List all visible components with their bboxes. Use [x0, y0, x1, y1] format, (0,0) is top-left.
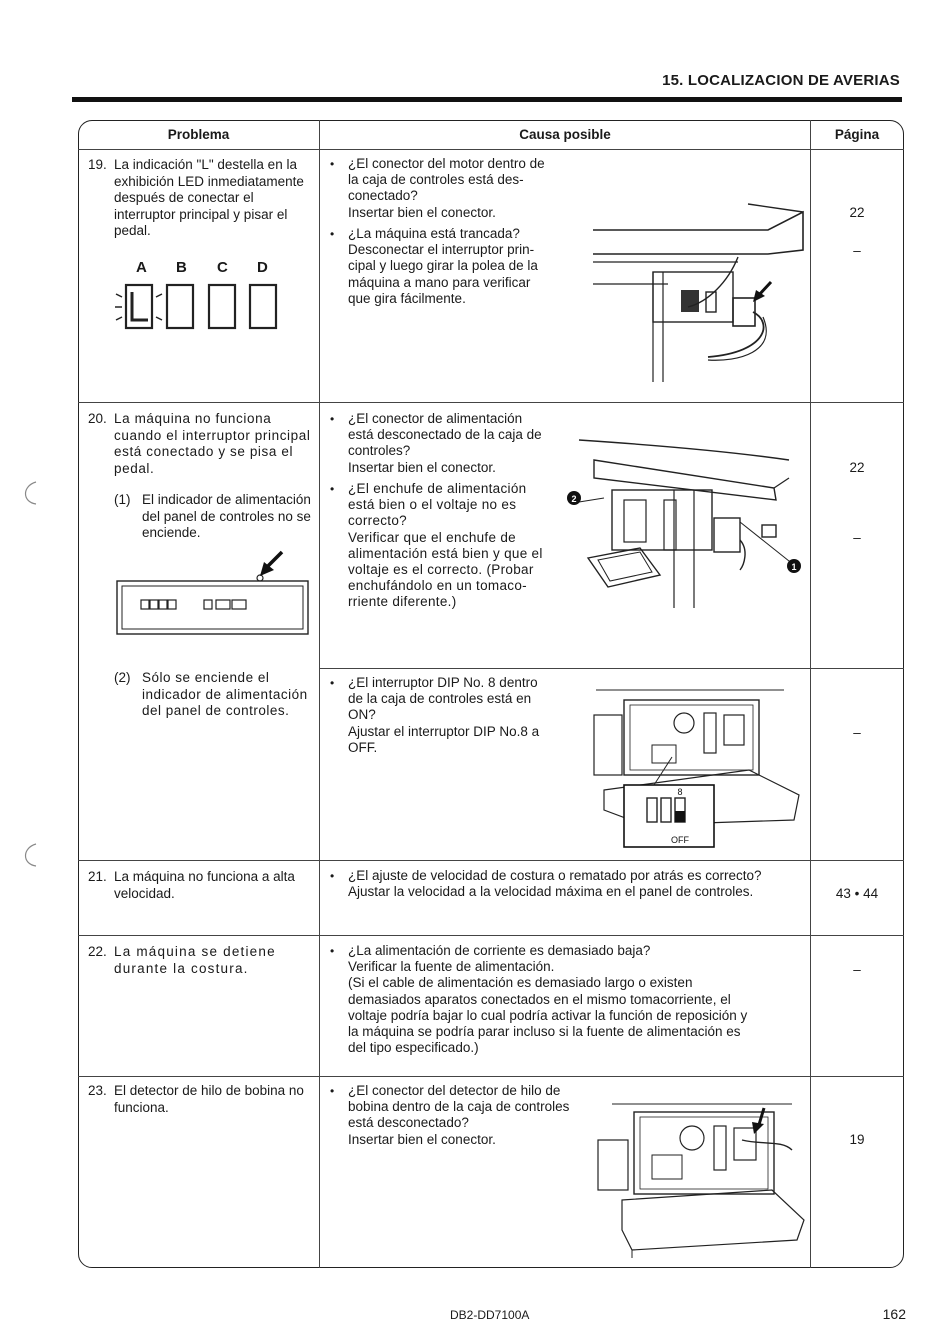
problem-number: 19. — [88, 157, 107, 172]
page-number: 162 — [882, 1306, 906, 1322]
page-ref: – — [853, 962, 861, 977]
document-code: DB2-DD7100A — [450, 1308, 530, 1322]
page-ref: 22 — [849, 205, 865, 220]
bullet-icon: • — [330, 227, 335, 241]
problem-number: 20. — [88, 411, 107, 426]
punch-hole-mark — [14, 840, 40, 870]
control-panel-illustration — [114, 548, 314, 638]
row-divider — [78, 860, 904, 861]
cause-text: ¿El conector del detector de hilo de bobina dentro de la caja de controles está desconectado? Insertar bien el conector. — [348, 1083, 570, 1147]
cause-text: ¿El interruptor DIP No. 8 dentro de la caja de controles está en ON? Ajustar el interruptor DIP No.8 a OFF. — [348, 675, 540, 755]
problem-21 — [88, 869, 313, 901]
led-letter-d: D — [257, 259, 268, 276]
bullet-icon: • — [330, 1084, 335, 1098]
problem-text: La máquina se detiene durante la costura. — [114, 944, 276, 976]
column-header-problem: Problema — [167, 127, 230, 142]
motor-connector-illustration — [588, 192, 808, 387]
problem-22 — [88, 944, 313, 976]
cause-text: ¿La alimentación de corriente es demasiado baja? Verificar la fuente de alimentación. (Si el cable de alimentación es demasiado largo o existen demasiados aparatos conectados en el mismo tomacorriente, el voltaje podría bajar lo cual podría activar la función de reposición y la máquina se podría parar incluso si la fuente de alimentación es del tipo especificado.) — [348, 943, 748, 1056]
section-title: 15. LOCALIZACION DE AVERIAS — [662, 72, 900, 89]
column-header-page: Página — [834, 127, 880, 142]
problem-text: La máquina no funciona a alta velocidad. — [114, 869, 295, 901]
dip-switch-number: 8 — [677, 787, 683, 797]
column-divider — [319, 120, 320, 1268]
page-ref: 19 — [849, 1132, 865, 1147]
column-divider — [810, 120, 811, 1268]
punch-hole-mark — [14, 478, 40, 508]
cause-text: ¿El enchufe de alimentación está bien o el voltaje no es correcto? Verificar que el enchufe de alimentación está bien y que el voltaje es el correcto. (Probar enchufándolo en un tomaco- rriente diferente.) — [348, 481, 543, 610]
bobbin-detector-illustration — [592, 1100, 808, 1260]
bullet-icon: • — [330, 482, 335, 496]
problem-text: La indicación "L" destella en la exhibición LED inmediatamente después de conectar el interruptor principal y pisar el pedal. — [114, 157, 304, 238]
problem-19 — [88, 157, 313, 238]
callout-2-icon: 2 — [571, 494, 577, 504]
callout-1-icon: 1 — [791, 562, 797, 572]
row-divider — [78, 402, 904, 403]
page-ref: 43 • 44 — [835, 886, 879, 901]
cause-text: ¿El ajuste de velocidad de costura o rematado por atrás es correcto? Ajustar la velocidad a la velocidad máxima en el panel de controles. — [348, 868, 762, 900]
bullet-icon: • — [330, 157, 335, 171]
bullet-icon: • — [330, 412, 335, 426]
led-letter-b: B — [176, 259, 187, 276]
bullet-icon: • — [330, 676, 335, 690]
row-divider — [78, 935, 904, 936]
row-divider — [78, 1076, 904, 1077]
column-header-cause: Causa posible — [519, 127, 611, 142]
subproblem-number: (1) — [114, 492, 131, 507]
problem-text: La máquina no funciona cuando el interruptor principal está conectado y se pisa el pedal. — [114, 411, 311, 476]
bullet-icon: • — [330, 944, 335, 958]
subproblem-text: El indicador de alimentación del panel de controles no se enciende. — [142, 492, 311, 540]
page-ref: – — [853, 530, 861, 545]
subproblem-text: Sólo se enciende el indicador de alimentación del panel de controles. — [142, 670, 308, 718]
page-ref: 22 — [849, 460, 865, 475]
problem-20 — [88, 411, 313, 476]
led-letter-c: C — [217, 259, 228, 276]
dip-switch-illustration — [584, 685, 806, 855]
problem-number: 23. — [88, 1083, 107, 1098]
subproblem-number: (2) — [114, 670, 131, 685]
page-ref: – — [853, 243, 861, 258]
led-letter-a: A — [136, 259, 147, 276]
cause-text: ¿La máquina está trancada? Desconectar el interruptor prin- cipal y luego girar la polea de la máquina a mano para verificar que gira fácilmente. — [348, 226, 538, 306]
title-rule — [72, 97, 902, 102]
cause-text: ¿El conector del motor dentro de la caja de controles está des- conectado? Insertar bien el conector. — [348, 156, 545, 220]
power-connector-illustration — [564, 430, 808, 610]
problem-23 — [88, 1083, 313, 1115]
row-divider — [320, 668, 904, 669]
problem-number: 22. — [88, 944, 107, 959]
page-ref: – — [853, 725, 861, 740]
cause-text: ¿El conector de alimentación está desconectado de la caja de controles? Insertar bien el conector. — [348, 411, 542, 475]
header-divider — [78, 149, 904, 150]
problem-number: 21. — [88, 869, 107, 884]
bullet-icon: • — [330, 869, 335, 883]
dip-off-label: OFF — [671, 835, 689, 845]
led-display-illustration — [112, 282, 284, 332]
problem-text: El detector de hilo de bobina no funciona. — [114, 1083, 304, 1115]
